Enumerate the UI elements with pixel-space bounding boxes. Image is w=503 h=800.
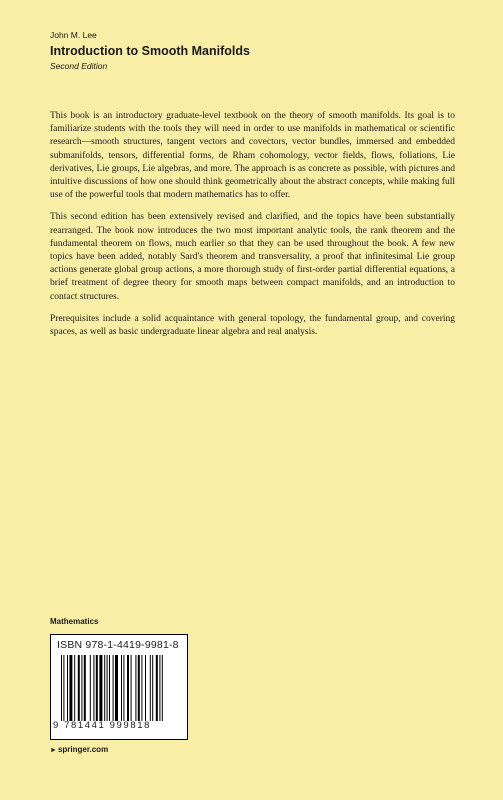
barcode-bar — [127, 655, 129, 721]
barcode-box — [50, 634, 188, 740]
barcode-bar — [90, 655, 91, 721]
barcode-bar — [61, 655, 62, 721]
barcode-bar — [109, 655, 110, 721]
barcode-bar — [115, 655, 118, 721]
barcode-bar — [78, 655, 80, 721]
barcode-bar — [107, 655, 108, 721]
author-name: John M. Lee — [50, 30, 97, 40]
subject-category: Mathematics — [50, 617, 99, 626]
publisher-url[interactable] — [50, 745, 108, 754]
barcode-bar — [150, 655, 151, 721]
barcode-bar — [138, 655, 140, 721]
barcode-bars — [61, 655, 183, 721]
barcode-bar — [135, 655, 136, 721]
barcode-bar — [121, 655, 122, 721]
blurb-paragraph: This second edition has been extensively revised and clarified, and the topics have been substantially rearranged. The book now introduces the two most important analytic tools, the rank theorem and the fundamental theorem on flows, much earlier so that they can be used throughout the book. A few new topics have been added, notably Sard's theorem and transversality, a proof that infinitesimal Lie group actions generate global group actions, a more thorough study of first-order partial differential equations, a brief treatment of degree theory for smooth maps between compact manifolds, and an introduction to contact structures. — [50, 212, 455, 302]
barcode-bar — [81, 655, 82, 721]
blurb — [50, 110, 455, 348]
barcode-bar — [93, 655, 94, 721]
barcode-bar — [104, 655, 105, 721]
barcode-bar — [84, 655, 86, 721]
barcode-bar — [152, 655, 153, 721]
cover-header — [50, 30, 470, 71]
ean-digits: 9 781441 999818 — [53, 720, 151, 731]
barcode-bar — [145, 655, 146, 721]
barcode-bar — [67, 655, 68, 721]
barcode-bar — [113, 655, 114, 721]
barcode-bar — [99, 655, 102, 721]
barcode-bar — [156, 655, 158, 721]
barcode-bar — [159, 655, 160, 721]
blurb-paragraph: Prerequisites include a solid acquaintance with general topology, the fundamental group, and covering spaces, as well as basic undergraduate linear algebra and real analysis. — [50, 313, 455, 338]
isbn-label: ISBN 978-1-4419-9981-8 — [57, 639, 179, 651]
barcode-bar — [131, 655, 132, 721]
publisher-url-text: springer.com — [57, 745, 109, 754]
blurb-paragraph: This book is an introductory graduate-level textbook on the theory of smooth manifolds. Its goal is to familiarize students with the tools they will need in order to use manifolds in mathematical or scientific research—smooth structures, tangent vectors and covectors, vector bundles, immersed and embedded submanifolds, tensors, differential forms, de Rham cohomology, vector fields, flows, foliations, Lie derivatives, Lie groups, Lie algebras, and more. The approach is as concrete as possible, with pictures and intuitive discussions of how one should think geometrically about the abstract concepts, while making full use of the powerful tools that modern mathematics has to offer. — [50, 111, 455, 201]
edition-label: Second Edition — [50, 61, 108, 71]
book-title: Introduction to Smooth Manifolds — [50, 44, 250, 58]
barcode-bar — [141, 655, 142, 721]
barcode-bar — [162, 655, 163, 721]
barcode-bar — [96, 655, 98, 721]
barcode-bar — [123, 655, 124, 721]
arrow-icon: ► — [50, 747, 57, 754]
barcode-bar — [74, 655, 75, 721]
barcode-bar — [63, 655, 64, 721]
barcode-bar — [69, 655, 72, 721]
